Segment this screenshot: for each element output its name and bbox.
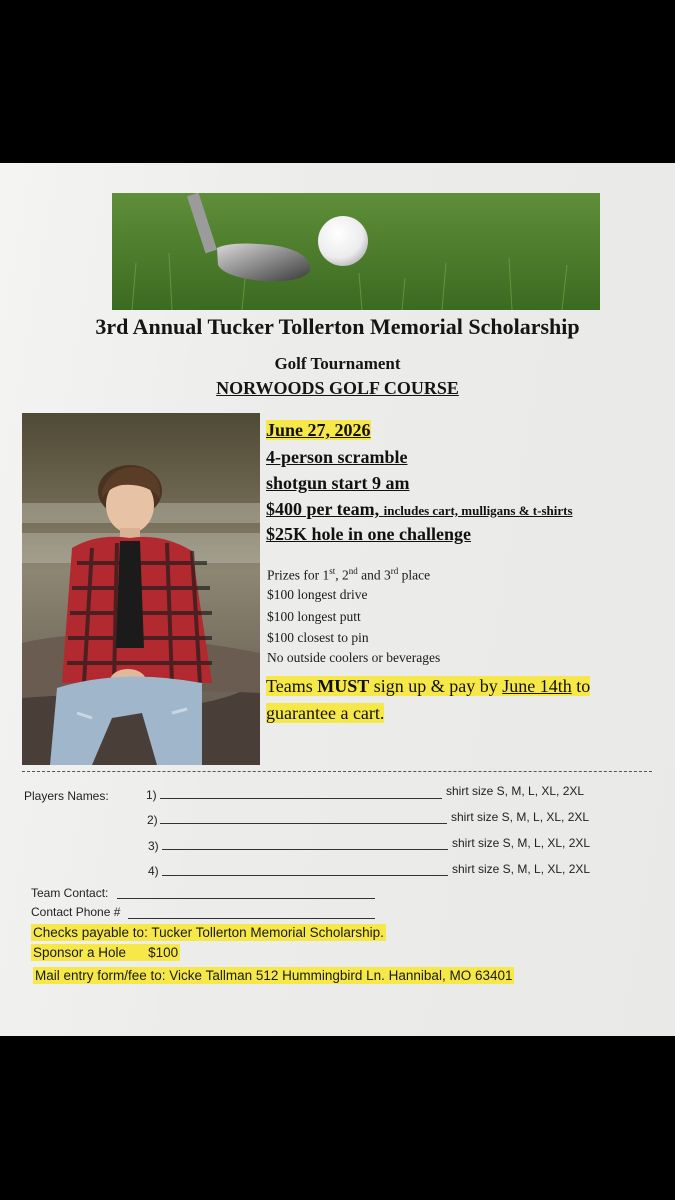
checks-payable-to: Checks payable to: Tucker Tollerton Memorial Scholarship.: [33, 925, 384, 940]
prizes-places: Prizes for 1st, 2nd and 3rd place: [267, 566, 431, 583]
team-price: $400 per team, includes cart, mulligans & t-shirts: [266, 499, 573, 519]
player-4-name-field[interactable]: [162, 875, 448, 876]
mail-entry-address: Mail entry form/fee to: Vicke Tallman 512 Hummingbird Ln. Hannibal, MO 63401: [35, 968, 513, 983]
player-2-number: 2): [147, 813, 158, 827]
player-3-number: 3): [148, 839, 159, 853]
memorial-portrait-photo: [22, 413, 260, 765]
player-1-number: 1): [146, 788, 157, 802]
venue-name: NORWOODS GOLF COURSE: [216, 378, 459, 398]
team-signup-deadline: Teams MUST sign up & pay by June 14th to guarantee a cart.: [266, 676, 591, 723]
contact-phone-label: Contact Phone #: [31, 905, 121, 919]
player-3-name-field[interactable]: [162, 849, 448, 850]
event-subtitle: Golf Tournament: [274, 354, 401, 373]
event-title: 3rd Annual Tucker Tollerton Memorial Scholarship: [95, 314, 580, 339]
prize-longest-putt: $100 longest putt: [267, 609, 361, 624]
player-2-shirt-size: shirt size S, M, L, XL, 2XL: [451, 810, 590, 824]
event-format: 4-person scramble: [266, 447, 408, 467]
player-4-number: 4): [148, 864, 159, 878]
player-3-shirt-size: shirt size S, M, L, XL, 2XL: [452, 836, 591, 850]
cut-line: [22, 771, 652, 772]
player-1-shirt-size: shirt size S, M, L, XL, 2XL: [446, 784, 585, 798]
team-contact-field[interactable]: [117, 898, 375, 899]
prize-closest-pin: $100 closest to pin: [267, 630, 369, 645]
players-names-label: Players Names:: [24, 789, 109, 803]
player-4-shirt-size: shirt size S, M, L, XL, 2XL: [452, 862, 591, 876]
player-2-name-field[interactable]: [160, 823, 447, 824]
player-1-name-field[interactable]: [160, 798, 442, 799]
golf-ball-photo: [112, 193, 600, 310]
no-coolers-notice: No outside coolers or beverages: [267, 650, 441, 665]
team-contact-label: Team Contact:: [31, 886, 109, 900]
hole-in-one-challenge: $25K hole in one challenge: [266, 524, 472, 544]
event-date: June 27, 2026: [266, 420, 371, 440]
event-start: shotgun start 9 am: [266, 473, 410, 493]
contact-phone-field[interactable]: [128, 918, 375, 919]
prize-longest-drive: $100 longest drive: [267, 587, 368, 602]
sponsor-a-hole: Sponsor a Hole $100: [33, 945, 179, 960]
